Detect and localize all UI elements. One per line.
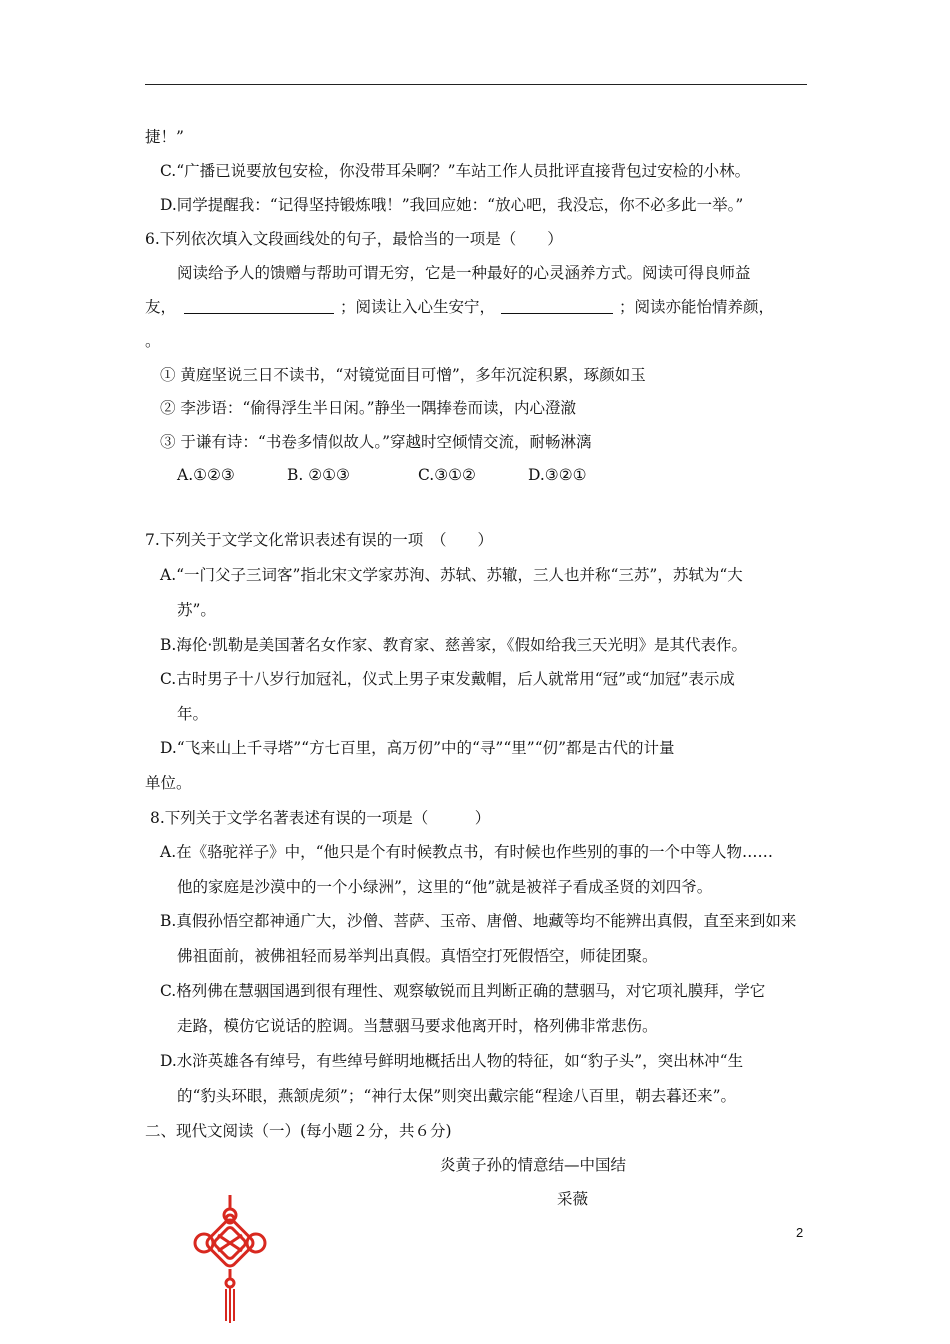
section-heading: 二、现代文阅读（一）(每小题２分，共６分) xyxy=(145,1122,452,1140)
fill-blank-1 xyxy=(184,297,334,314)
option-c-line: C.“广播已说要放包安检，你没带耳朵啊？”车站工作人员批评直接背包过安检的小林。 xyxy=(160,162,751,180)
sentence-option-2: ② 李涉语：“偷得浮生半日闲。”静坐一隅捧卷而读，内心澄澈 xyxy=(160,399,577,417)
q7-option-a-line-2: 苏”。 xyxy=(177,601,216,619)
q8-option-b-line-1: B.真假孙悟空都神通广大，沙僧、菩萨、玉帝、唐僧、地藏等均不能辨出真假，直至来到如来 xyxy=(160,912,797,930)
sentence-option-3: ③ 于谦有诗：“书卷多情似故人。”穿越时空倾情交流，耐畅淋漓 xyxy=(160,433,592,451)
fill-blank-2 xyxy=(501,297,613,314)
question-6: 6.下列依次填入文段画线处的句子，最恰当的一项是（ ） xyxy=(145,230,563,248)
answer-d: D.③②① xyxy=(528,466,587,484)
passage-line-1: 阅读给予人的馈赠与帮助可谓无穷，它是一种最好的心灵涵养方式。阅读可得良师益 xyxy=(177,264,751,282)
chinese-knot-icon xyxy=(190,1195,270,1325)
q8-option-d-line-2: 的“豹头环眼，燕颔虎须”；“神行太保”则突出戴宗能“程途八百里，朝去暮还来”。 xyxy=(177,1087,737,1105)
article-title: 炎黄子孙的情意结—中国结 xyxy=(440,1156,627,1174)
passage-seg-b: ；阅读让入心生安宁， xyxy=(340,298,496,316)
header-rule xyxy=(145,84,807,85)
q8-option-c-line-2: 走路，模仿它说话的腔调。当慧骃马要求他离开时，格列佛非常悲伤。 xyxy=(177,1017,658,1035)
answer-a: A.①②③ xyxy=(177,466,235,484)
question-7: 7.下列关于文学文化常识表述有误的一项 （ ） xyxy=(145,531,494,549)
q8-option-d-line-1: D.水浒英雄各有绰号，有些绰号鲜明地概括出人物的特征，如“豹子头”，突出林冲“生 xyxy=(160,1052,744,1070)
q7-option-d-line-2: 单位。 xyxy=(145,774,192,792)
q8-option-a-line-2: 他的家庭是沙漠中的一个小绿洲”，这里的“他”就是被祥子看成圣贤的刘四爷。 xyxy=(177,878,713,896)
q7-option-c-line-2: 年。 xyxy=(177,705,209,723)
q8-option-c-line-1: C.格列佛在慧骃国遇到很有理性、观察敏锐而且判断正确的慧骃马，对它项礼膜拜，学它 xyxy=(160,982,766,1000)
passage-line-2 xyxy=(145,297,774,317)
q7-option-c-line-1: C.古时男子十八岁行加冠礼，仪式上男子束发戴帽，后人就常用“冠”或“加冠”表示成 xyxy=(160,670,735,688)
answer-c: C.③①② xyxy=(418,466,476,484)
answer-b: B. ②①③ xyxy=(287,466,350,484)
q7-option-b: B.海伦·凯勒是美国著名女作家、教育家、慈善家，《假如给我三天光明》是其代表作。 xyxy=(160,636,747,654)
passage-seg-a: 友， xyxy=(145,298,177,316)
text-line: 捷！” xyxy=(145,128,184,146)
q8-option-b-line-2: 佛祖面前，被佛祖轻而易举判出真假。真悟空打死假悟空，师徒团聚。 xyxy=(177,947,658,965)
q7-option-a-line-1: A.“一门父子三词客”指北宋文学家苏洵、苏轼、苏辙，三人也并称“三苏”，苏轼为“大 xyxy=(160,566,743,584)
q7-option-d-line-1: D.“飞来山上千寻塔”“方七百里，高万仞”中的“寻”“里”“仞”都是古代的计量 xyxy=(160,739,675,757)
question-8: 8.下列关于文学名著表述有误的一项是（ ） xyxy=(150,809,491,827)
passage-line-3: 。 xyxy=(145,332,161,350)
passage-seg-c: ；阅读亦能怡情养颜， xyxy=(619,298,775,316)
sentence-option-1: ① 黄庭坚说三日不读书，“对镜觉面目可憎”，多年沉淀积累，琢颜如玉 xyxy=(160,366,646,384)
option-d-line: D.同学提醒我：“记得坚持锻炼哦！”我回应她：“放心吧，我没忘，你不必多此一举。” xyxy=(160,196,744,214)
q8-option-a-line-1: A.在《骆驼祥子》中，“他只是个有时候教点书，有时候也作些别的事的一个中等人物…… xyxy=(160,843,774,861)
article-author: 采薇 xyxy=(557,1190,589,1208)
page-number: 2 xyxy=(796,1225,804,1240)
